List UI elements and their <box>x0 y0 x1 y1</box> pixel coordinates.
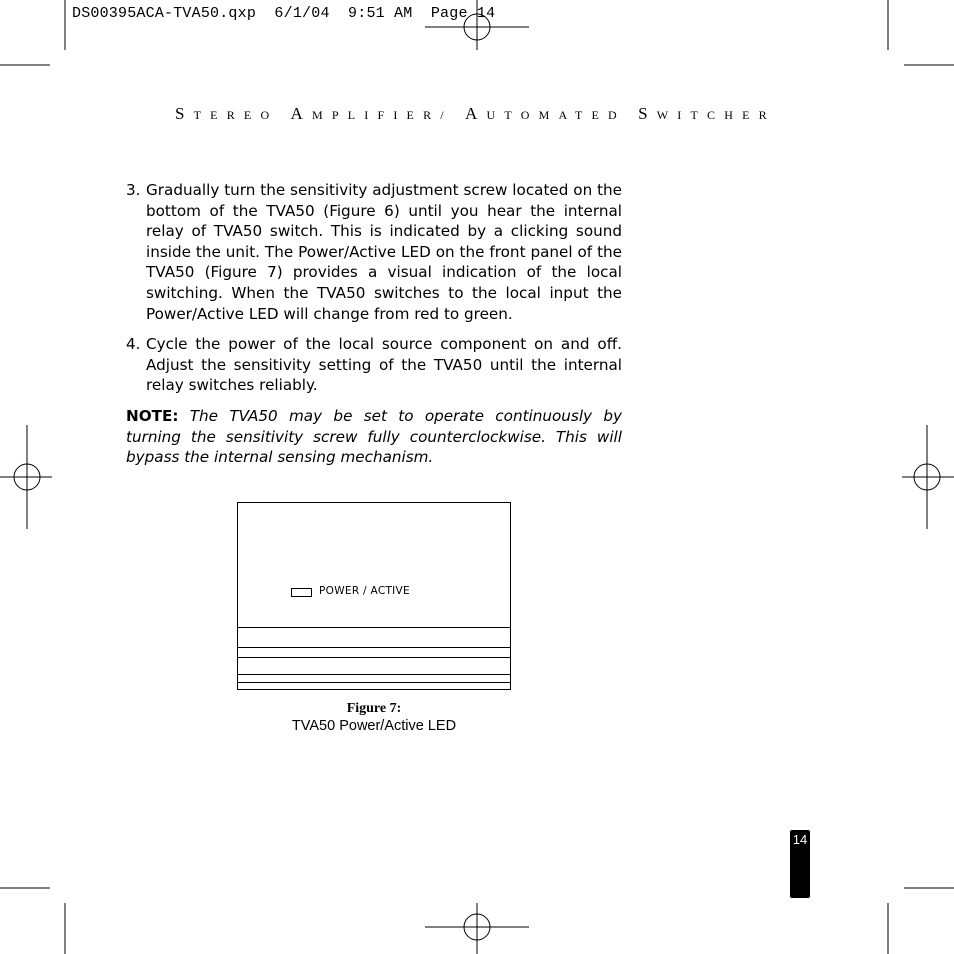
registration-mark-bottom <box>425 903 529 954</box>
figure-caption <box>237 700 511 735</box>
panel-line <box>238 674 510 675</box>
step-number: 4. <box>126 335 141 354</box>
panel-line <box>238 657 510 658</box>
note-label: NOTE: <box>126 406 179 425</box>
note-text: The TVA50 may be set to operate continuously by turning the sensitivity screw fully counterclockwise. This will bypass the internal sensing mechanism. <box>126 406 622 467</box>
panel-line <box>238 647 510 648</box>
registration-mark-right <box>902 425 954 529</box>
page-tab <box>790 830 810 898</box>
step-3 <box>126 180 622 324</box>
instructions <box>126 180 622 468</box>
step-number: 3. <box>126 181 141 199</box>
registration-mark-left <box>0 425 52 529</box>
step-text: Cycle the power of the local source component on and off. Adjust the sensitivity setting of the TVA50 until the internal relay switches reliably. <box>146 335 622 395</box>
running-head: STEREO AMPLIFIER/ AUTOMATED SWITCHER <box>175 104 776 123</box>
step-text: Gradually turn the sensitivity adjustment screw located on the bottom of the TVA50 (Figure 6) until you hear the internal relay of TVA50 switch. This is indicated by a clicking sound inside the unit. The Power/Active LED on the front panel of the TVA50 (Figure 7) provides a visual indication of the local switching. When the TVA50 switches to the local input the Power/Active LED will change from red to green. <box>146 181 622 323</box>
front-panel-illustration <box>237 502 511 690</box>
caption-label: Figure 7: <box>346 701 402 716</box>
led-label: POWER / ACTIVE <box>319 585 410 597</box>
step-4 <box>126 334 622 396</box>
panel-line <box>238 627 510 628</box>
panel-line <box>238 682 510 683</box>
led-indicator-icon <box>291 588 312 597</box>
caption-text: TVA50 Power/Active LED <box>291 718 457 734</box>
page-number: 14 <box>792 832 808 847</box>
file-slug: DS00395ACA-TVA50.qxp 6/1/04 9:51 AM Page 14 <box>72 5 496 22</box>
note <box>126 406 622 468</box>
